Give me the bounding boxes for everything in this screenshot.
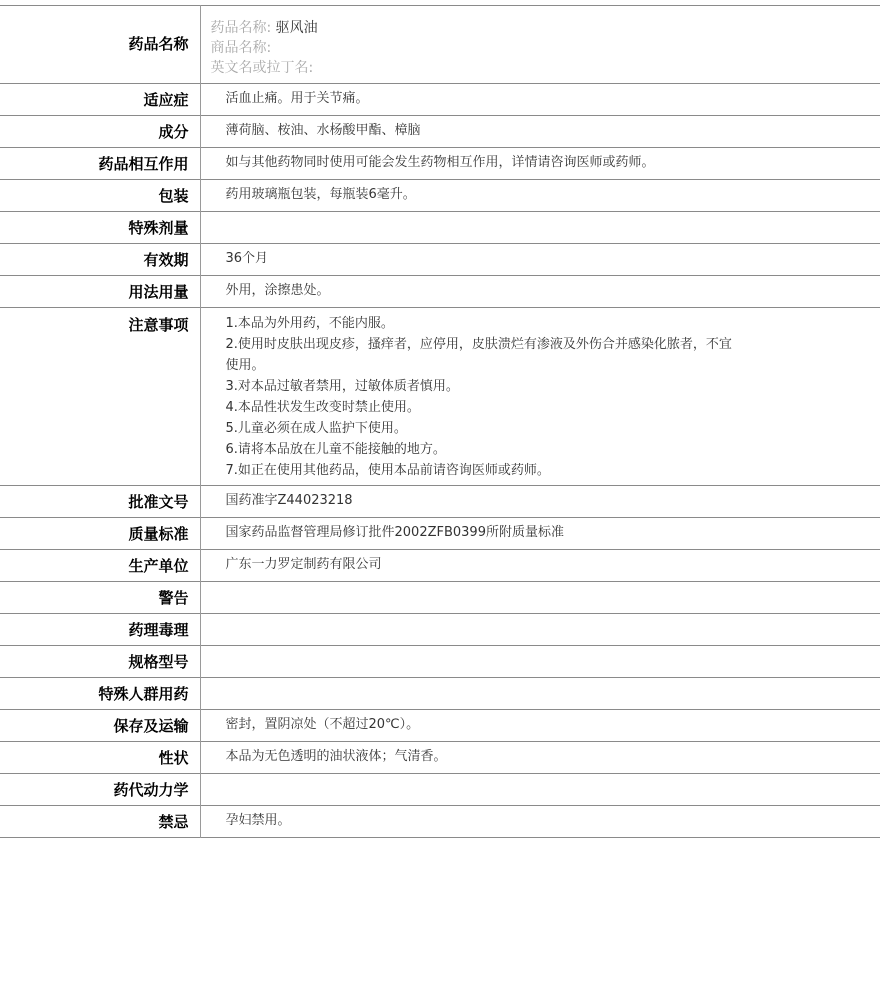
row-storage xyxy=(0,710,880,742)
row-label: 批准文号 xyxy=(0,486,200,518)
row-label: 包装 xyxy=(0,180,200,212)
row-value: 孕妇禁用。 xyxy=(225,813,291,828)
row-value xyxy=(200,582,880,614)
row-drug-name xyxy=(0,6,880,84)
precaution-line: 7.如正在使用其他药品，使用本品前请咨询医师或药师。 xyxy=(225,463,550,478)
row-appearance xyxy=(0,742,880,774)
row-value: 国药准字Z44023218 xyxy=(225,493,353,508)
row-label: 警告 xyxy=(0,582,200,614)
row-value: 国家药品监督管理局修订批件2002ZFB0399所附质量标准 xyxy=(225,525,564,540)
trade-name-line xyxy=(211,38,861,58)
row-value: 广东一力罗定制药有限公司 xyxy=(225,557,382,572)
row-interactions xyxy=(0,148,880,180)
row-label: 药代动力学 xyxy=(0,774,200,806)
row-pharmacokinetics xyxy=(0,774,880,806)
row-label: 成分 xyxy=(0,116,200,148)
row-value: 密封，置阴凉处（不超过20℃）。 xyxy=(225,717,420,732)
row-toxicology xyxy=(0,614,880,646)
row-label: 药理毒理 xyxy=(0,614,200,646)
row-ingredients xyxy=(0,116,880,148)
row-value xyxy=(200,212,880,244)
row-label: 性状 xyxy=(0,742,200,774)
row-label: 禁忌 xyxy=(0,806,200,838)
row-warning xyxy=(0,582,880,614)
precautions-list xyxy=(200,308,880,486)
row-manufacturer xyxy=(0,550,880,582)
row-label: 保存及运输 xyxy=(0,710,200,742)
row-label: 规格型号 xyxy=(0,646,200,678)
row-value: 活血止痛。用于关节痛。 xyxy=(225,91,369,106)
row-value xyxy=(200,678,880,710)
generic-name-value: 驱风油 xyxy=(275,20,318,36)
row-packaging xyxy=(0,180,880,212)
row-label: 用法用量 xyxy=(0,276,200,308)
row-value: 药用玻璃瓶包装，每瓶装6毫升。 xyxy=(225,187,416,202)
trade-name-key: 商品名称: xyxy=(210,40,272,56)
row-label: 特殊人群用药 xyxy=(0,678,200,710)
row-label: 药品名称 xyxy=(0,6,200,84)
latin-name-line xyxy=(211,58,861,78)
row-precautions xyxy=(0,308,880,486)
row-special-dosage xyxy=(0,212,880,244)
latin-name-key: 英文名或拉丁名: xyxy=(210,60,314,76)
row-label: 生产单位 xyxy=(0,550,200,582)
row-value: 本品为无色透明的油状液体；气清香。 xyxy=(225,749,447,764)
row-specification xyxy=(0,646,880,678)
row-value: 如与其他药物同时使用可能会发生药物相互作用，详情请咨询医师或药师。 xyxy=(225,155,655,170)
row-value xyxy=(200,6,880,84)
row-label: 适应症 xyxy=(0,84,200,116)
row-value: 36个月 xyxy=(225,251,269,266)
row-label: 有效期 xyxy=(0,244,200,276)
row-value xyxy=(200,614,880,646)
row-shelf-life xyxy=(0,244,880,276)
row-contraindications xyxy=(0,806,880,838)
row-usage xyxy=(0,276,880,308)
row-value xyxy=(200,646,880,678)
row-label: 药品相互作用 xyxy=(0,148,200,180)
precaution-line: 2.使用时皮肤出现皮疹，搔痒者，应停用，皮肤溃烂有渗液及外伤合并感染化脓者，不宜 xyxy=(225,337,732,352)
row-label: 质量标准 xyxy=(0,518,200,550)
row-label: 特殊剂量 xyxy=(0,212,200,244)
precaution-line: 1.本品为外用药，不能内服。 xyxy=(225,316,394,331)
row-value: 薄荷脑、桉油、水杨酸甲酯、樟脑 xyxy=(225,123,421,138)
row-label: 注意事项 xyxy=(0,308,200,486)
precaution-line: 5.儿童必须在成人监护下使用。 xyxy=(225,421,407,436)
precaution-line: 3.对本品过敏者禁用，过敏体质者慎用。 xyxy=(225,379,459,394)
row-value xyxy=(200,774,880,806)
row-quality-standard xyxy=(0,518,880,550)
precaution-line: 6.请将本品放在儿童不能接触的地方。 xyxy=(225,442,446,457)
generic-name-line xyxy=(211,18,861,38)
row-special-population xyxy=(0,678,880,710)
row-value: 外用，涂擦患处。 xyxy=(225,283,330,298)
precaution-line: 4.本品性状发生改变时禁止使用。 xyxy=(225,400,420,415)
row-approval-number xyxy=(0,486,880,518)
precaution-line: 使用。 xyxy=(225,358,265,373)
row-indication xyxy=(0,84,880,116)
drug-info-table xyxy=(0,5,880,838)
generic-name-key: 药品名称: xyxy=(210,20,272,36)
